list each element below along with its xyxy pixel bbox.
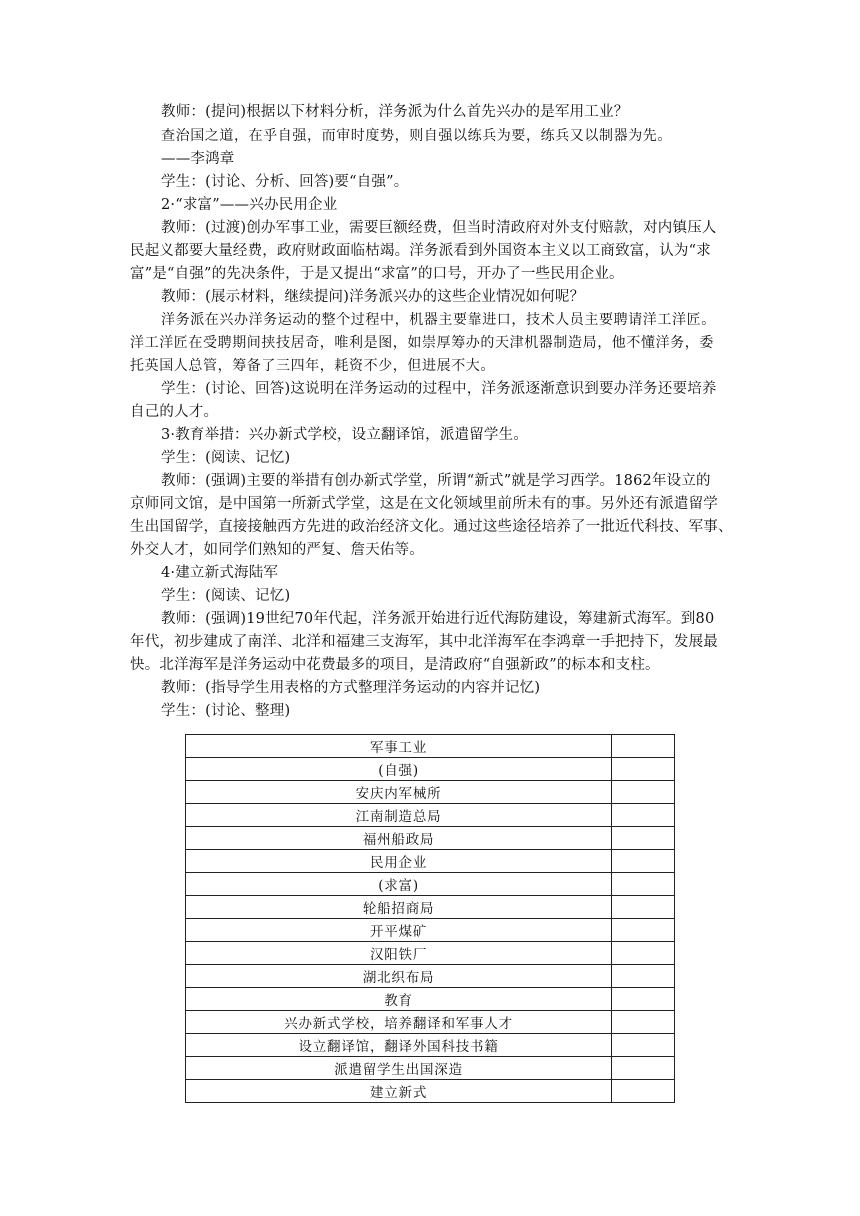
- quote-attribution: ——李鸿章: [161, 151, 235, 167]
- table-row: [186, 781, 675, 804]
- text-line: 教师：(展示材料，继续提问)洋务派兴办的这些企业情况如何呢？: [161, 289, 585, 305]
- table-cell: 军事工业: [186, 735, 612, 758]
- table-row: [186, 758, 675, 781]
- table-cell: 民用企业: [186, 850, 612, 873]
- text-line: 学生：(阅读、记忆): [161, 588, 291, 604]
- table-row: [186, 873, 675, 896]
- quote-line: 查治国之道，在乎自强，而审时度势，则自强以练兵为要，练兵又以制器为先。: [161, 128, 672, 144]
- table-cell-empty: [612, 1034, 675, 1057]
- table-row: [186, 1080, 675, 1103]
- table-cell-empty: [612, 873, 675, 896]
- table-cell: 轮船招商局: [186, 896, 612, 919]
- table-row: [186, 850, 675, 873]
- text-line: 外交人才，如同学们熟知的严复、詹天佑等。: [130, 542, 424, 558]
- table-row: [186, 965, 675, 988]
- table-cell: (求富): [186, 873, 612, 896]
- text-line: 教师：(指导学生用表格的方式整理洋务运动的内容并记忆): [161, 680, 541, 696]
- summary-table: [185, 734, 675, 1103]
- table-cell: 建立新式: [186, 1080, 612, 1103]
- section-heading: 2·“求富”——兴办民用企业: [161, 197, 338, 213]
- table-cell: (自强): [186, 758, 612, 781]
- text-line: 自己的人才。: [130, 404, 219, 420]
- text-line: 教师：(强调)19世纪70年代起，洋务派开始进行近代海防建设，筹建新式海军。到80: [161, 611, 715, 627]
- table-cell-empty: [612, 781, 675, 804]
- text-line: 生出国留学，直接接触西方先进的政治经济文化。通过这些途径培养了一批近代科技、军事、: [130, 519, 733, 535]
- table-cell-empty: [612, 1011, 675, 1034]
- table-cell: 设立翻译馆，翻译外国科技书籍: [186, 1034, 612, 1057]
- text-line: 教师：(提问)根据以下材料分析，洋务派为什么首先兴办的是军用工业？: [161, 104, 629, 120]
- text-line: 年代，初步建成了南洋、北洋和福建三支海军，其中北洋海军在李鸿章一手把持下，发展最: [130, 634, 718, 650]
- table-row: [186, 1011, 675, 1034]
- text-line: 教师：(强调)主要的举措有创办新式学堂，所谓“新式”就是学习西学。1862年设立的: [161, 473, 711, 489]
- text-line: 富”是“自强”的先决条件，于是又提出“求富”的口号，开办了一些民用企业。: [130, 266, 624, 282]
- text-line: 学生：(讨论、整理): [161, 703, 291, 719]
- table-cell-empty: [612, 1080, 675, 1103]
- table-cell-empty: [612, 942, 675, 965]
- table-cell-empty: [612, 758, 675, 781]
- table-row: [186, 919, 675, 942]
- section-heading: 3·教育举措：兴办新式学校，设立翻译馆，派遣留学生。: [161, 427, 529, 443]
- quote-line: 洋务派在兴办洋务运动的整个过程中，机器主要靠进口，技术人员主要聘请洋工洋匠。: [161, 312, 716, 328]
- table-cell: 安庆内军械所: [186, 781, 612, 804]
- quote-line: 托英国人总管，筹备了三四年，耗资不少，但进展不大。: [130, 358, 495, 374]
- text-line: 京师同文馆，是中国第一所新式学堂，这是在文化领域里前所未有的事。另外还有派遣留学: [130, 496, 718, 512]
- table-cell: 派遣留学生出国深造: [186, 1057, 612, 1080]
- table-cell: 湖北织布局: [186, 965, 612, 988]
- text-line: 学生：(阅读、记忆): [161, 450, 291, 466]
- table-cell-empty: [612, 1057, 675, 1080]
- table-cell: 江南制造总局: [186, 804, 612, 827]
- table-row: [186, 1034, 675, 1057]
- table-cell-empty: [612, 988, 675, 1011]
- table-cell-empty: [612, 850, 675, 873]
- text-line: 民起义都要大量经费，政府财政面临枯竭。洋务派看到外国资本主义以工商致富，认为“求: [130, 243, 711, 259]
- text-line: 学生：(讨论、回答)这说明在洋务运动的过程中，洋务派逐渐意识到要办洋务还要培养: [161, 381, 717, 397]
- table-row: [186, 804, 675, 827]
- table-cell: 教育: [186, 988, 612, 1011]
- text-line: 学生：(讨论、分析、回答)要“自强”。: [161, 174, 409, 190]
- table-cell-empty: [612, 919, 675, 942]
- table-row: [186, 1057, 675, 1080]
- table-cell-empty: [612, 735, 675, 758]
- table-cell: 兴办新式学校，培养翻译和军事人才: [186, 1011, 612, 1034]
- text-line: 快。北洋海军是洋务运动中花费最多的项目，是清政府“自强新政”的标本和支柱。: [130, 657, 660, 673]
- table-cell-empty: [612, 965, 675, 988]
- text-line: 教师：(过渡)创办军事工业，需要巨额经费，但当时清政府对外支付赔款，对内镇压人: [161, 220, 717, 236]
- table-cell-empty: [612, 827, 675, 850]
- quote-line: 洋工洋匠在受聘期间挟技居奇，唯利是图，如崇厚筹办的天津机器制造局，他不懂洋务，委: [130, 335, 714, 351]
- table-cell-empty: [612, 804, 675, 827]
- table-row: [186, 942, 675, 965]
- table-cell: 开平煤矿: [186, 919, 612, 942]
- table-cell: 汉阳铁厂: [186, 942, 612, 965]
- table-row: [186, 896, 675, 919]
- table-row: [186, 735, 675, 758]
- section-heading: 4·建立新式海陆军: [161, 565, 279, 581]
- table-row: [186, 827, 675, 850]
- table-cell: 福州船政局: [186, 827, 612, 850]
- table-cell-empty: [612, 896, 675, 919]
- table-row: [186, 988, 675, 1011]
